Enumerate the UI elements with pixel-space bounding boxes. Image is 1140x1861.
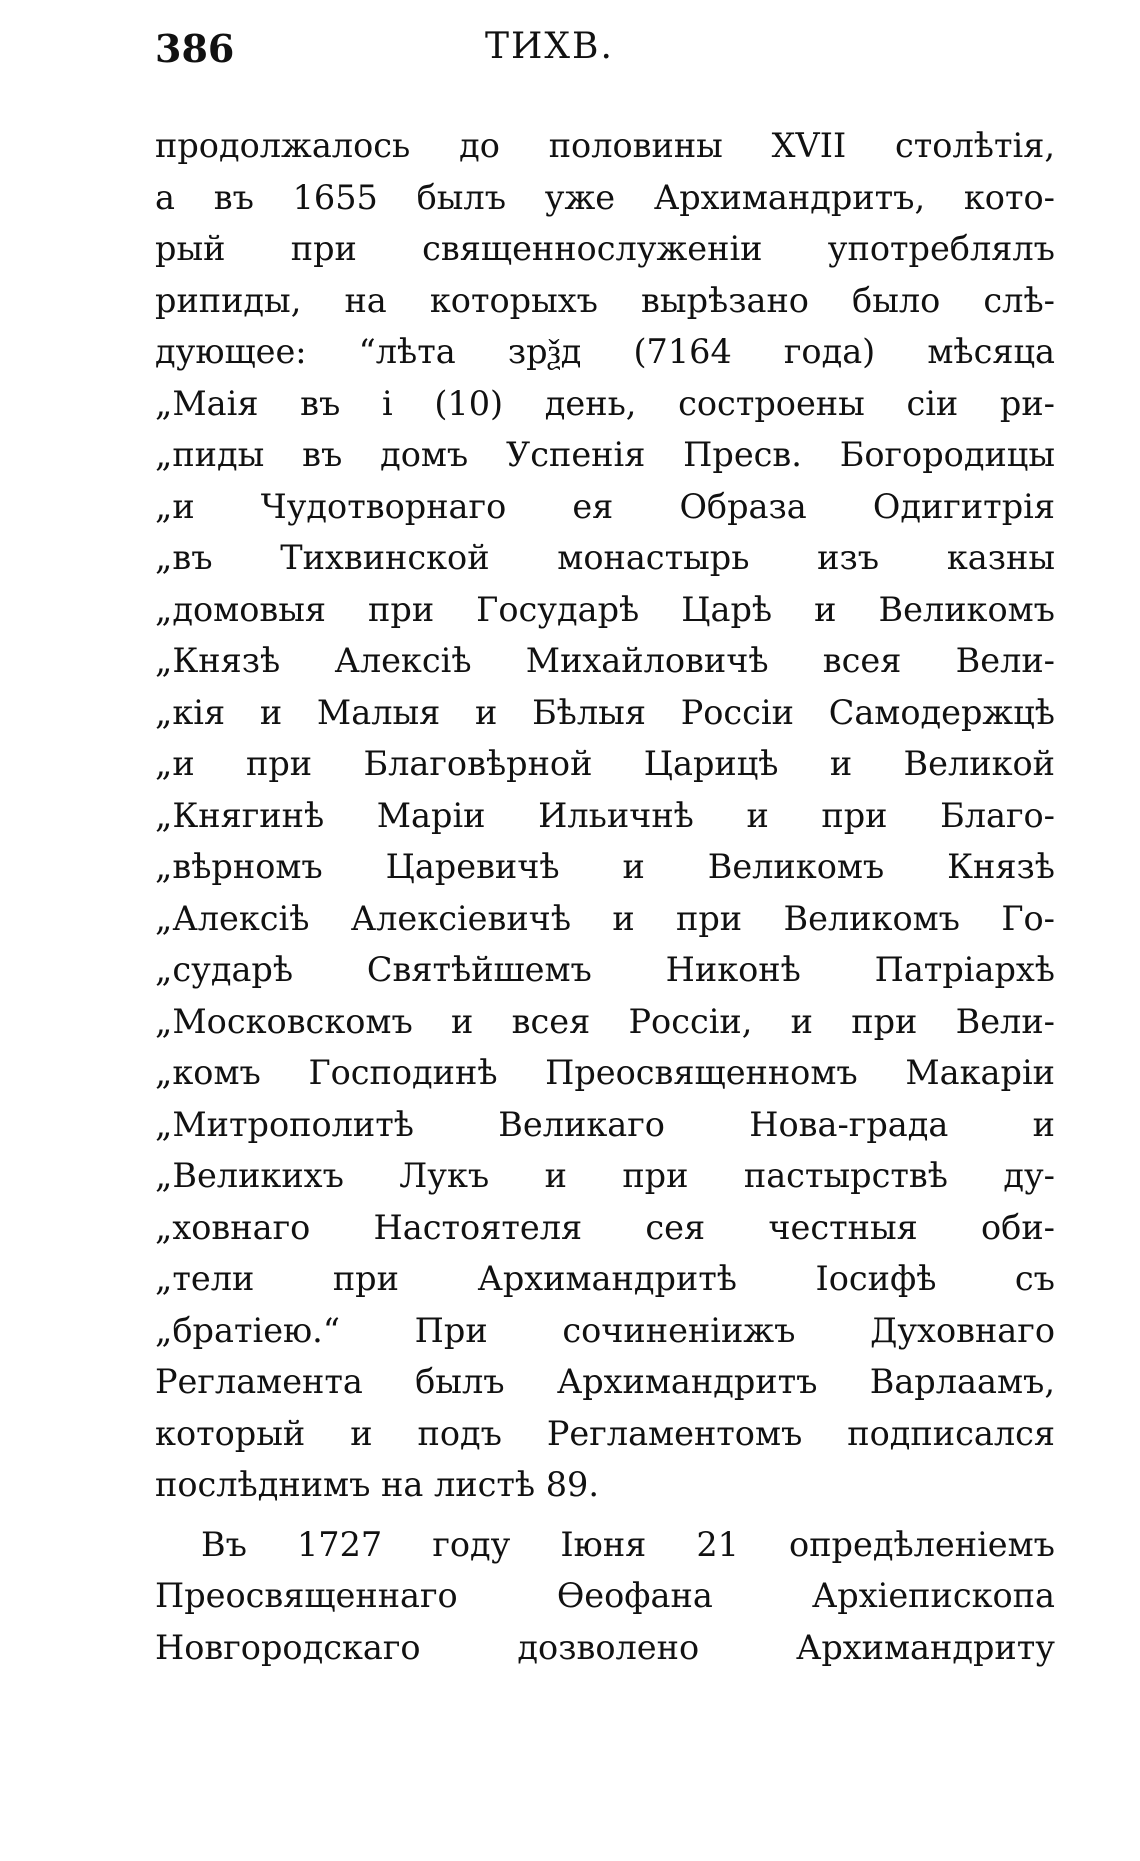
text-line: „Московскомъ и всея Россіи, и при Вели- <box>155 1001 1055 1041</box>
text-line: послѣднимъ на листѣ 89. <box>155 1465 600 1504</box>
text-line: „и Чудотворнаго ея Образа Одигитрія <box>155 486 1055 526</box>
text-line: „пиды въ домъ Успенія Пресв. Богородицы <box>155 435 1055 474</box>
paragraph-2 <box>155 1519 1055 1674</box>
text-line: „Митрополитѣ Великаго Нова-града и <box>155 1104 1055 1144</box>
page-number: 386 <box>155 26 235 71</box>
text-line: „Князѣ Алексіѣ Михайловичѣ всея Вели- <box>155 641 1055 680</box>
text-line: „сударѣ Святѣйшемъ Никонѣ Патріархѣ <box>155 950 1055 989</box>
text-line: Въ 1727 году Іюня 21 опредѣленіемъ <box>201 1524 1055 1564</box>
text-line: „братіею.“ При сочиненіижъ Духовнаго <box>155 1310 1055 1350</box>
text-line: рипиды, на которыхъ вырѣзано было слѣ- <box>155 280 1055 320</box>
paragraph-1 <box>155 120 1055 1511</box>
text-line: „Княгинѣ Маріи Ильичнѣ и при Благо- <box>155 795 1055 835</box>
text-line: „вѣрномъ Царевичѣ и Великомъ Князѣ <box>155 847 1055 886</box>
body-text <box>155 120 1055 1673</box>
text-line: Преосвященнаго Ѳеофана Архіепископа <box>155 1576 1055 1615</box>
text-line: рый при священнослуженіи употреблялъ <box>155 229 1055 268</box>
text-line: „ховнаго Настоятеля сея честныя оби- <box>155 1207 1055 1247</box>
text-line: „кія и Малыя и Бѣлыя Россіи Самодержцѣ <box>155 692 1055 732</box>
text-line: который и подъ Регламентомъ подписался <box>155 1413 1055 1453</box>
paragraph-gap <box>155 1511 1055 1519</box>
text-line: а въ 1655 былъ уже Архимандритъ, кото- <box>155 177 1055 217</box>
text-line: Новгородскаго дозволено Архимандриту <box>155 1627 1055 1667</box>
text-line: „Великихъ Лукъ и при пастырствѣ ду- <box>155 1156 1055 1195</box>
text-line: продолжалось до половины XVII столѣтія, <box>155 126 1055 165</box>
text-line: Регламента былъ Архимандритъ Варлаамъ, <box>155 1362 1055 1401</box>
text-line: „тели при Архимандритѣ Іосифѣ съ <box>155 1259 1055 1298</box>
page-header <box>155 26 1055 86</box>
text-line: „домовыя при Государѣ Царѣ и Великомъ <box>155 589 1055 629</box>
text-line: „Алексіѣ Алексіевичѣ и при Великомъ Го- <box>155 898 1055 938</box>
text-line: „комъ Господинѣ Преосвященномъ Макаріи <box>155 1053 1055 1092</box>
text-line: „Маія въ і (10) день, состроены сіи ри- <box>155 383 1055 423</box>
text-line: „и при Благовѣрной Царицѣ и Великой <box>155 744 1055 783</box>
text-line: дующее: “лѣта зрѯд (7164 года) мѣсяца <box>155 332 1055 371</box>
text-line: „въ Тихвинской монастырь изъ казны <box>155 538 1055 577</box>
running-title: ТИХВ. <box>485 26 614 67</box>
